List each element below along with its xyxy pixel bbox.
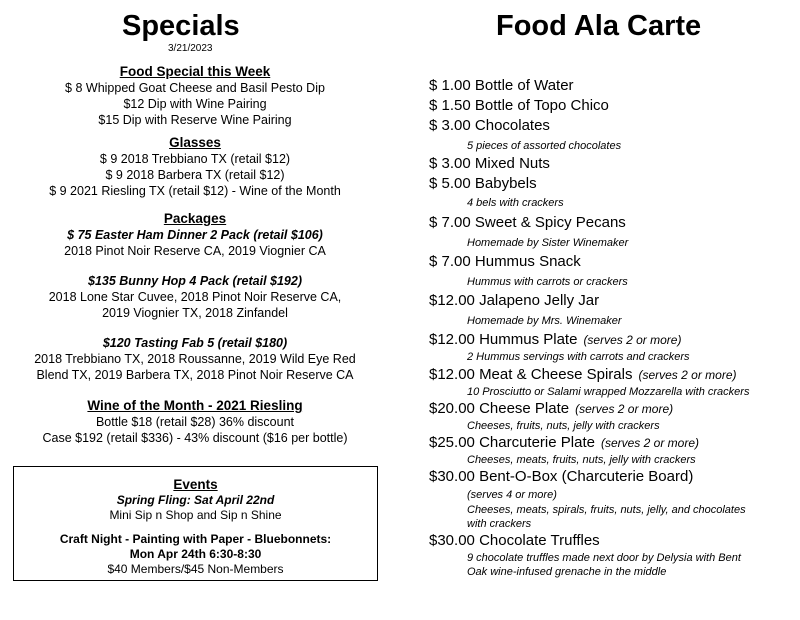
package-line: Blend TX, 2019 Barbera TX, 2018 Pinot Noir Reserve CA [36,368,354,382]
glasses-heading: Glasses [169,135,221,150]
item-note: 10 Prosciutto or Salami wrapped Mozzarella with crackers [467,386,750,398]
item-note: Cheeses, fruits, nuts, jelly with crackers [467,420,660,432]
menu-item [429,214,626,232]
menu-item [429,532,600,550]
item-price: $ 7.00 [429,214,471,231]
event-title: Craft Night - Painting with Paper - Bluebonnets: [59,532,332,546]
item-name: Bottle of Water [474,77,574,94]
package-name: $135 Bunny Hop 4 Pack (retail $192) [88,274,302,288]
menu-item [429,434,699,452]
packages-section [0,210,390,383]
item-note: 9 chocolate truffles made next door by Delysia with Bent [467,552,741,564]
item-name: Meat & Cheese Spirals [479,366,633,383]
menu-item [429,155,550,173]
specials-date: 3/21/2023 [168,43,213,54]
menu-item [429,97,609,115]
item-serves: (serves 2 or more) [583,333,682,347]
item-name: Charcuterie Plate [479,434,595,451]
item-note: (serves 4 or more) [467,489,557,501]
item-name: Mixed Nuts [474,155,550,172]
food-special-section [0,63,390,128]
item-price: $12.00 [429,331,475,348]
event-title: Mon Apr 24th 6:30-8:30 [129,547,262,561]
menu-item [429,175,537,193]
item-note: Homemade by Mrs. Winemaker [467,315,622,327]
menu-item [429,292,599,310]
package-name: $ 75 Easter Ham Dinner 2 Pack (retail $106) [67,228,323,242]
item-name: Chocolate Truffles [479,532,600,549]
package-line: 2018 Lone Star Cuvee, 2018 Pinot Noir Reserve CA, [48,290,342,304]
item-price: $ 1.50 [429,97,471,114]
wine-of-month-section [0,397,390,446]
package-name: $120 Tasting Fab 5 (retail $180) [102,336,288,350]
menu-item [429,77,574,95]
package-line: 2018 Trebbiano TX, 2018 Roussanne, 2019 Wild Eye Red [34,352,356,366]
item-note: 5 pieces of assorted chocolates [467,140,622,152]
events-box [13,466,378,581]
food-special-line: $12 Dip with Wine Pairing [123,97,267,111]
menu-item [429,253,581,271]
menu-item [429,117,550,135]
item-serves: (serves 2 or more) [600,436,699,450]
item-serves: (serves 2 or more) [638,368,737,382]
item-name: Cheese Plate [479,400,570,417]
menu-item [429,366,737,384]
item-price: $12.00 [429,366,475,383]
wine-of-month-heading: Wine of the Month - 2021 Riesling [87,398,303,413]
food-special-heading: Food Special this Week [119,64,271,79]
item-price: $30.00 [429,532,475,549]
item-price: $ 5.00 [429,175,471,192]
item-name: Sweet & Spicy Pecans [474,214,626,231]
item-serves: (serves 2 or more) [575,402,674,416]
item-note: Hummus with carrots or crackers [467,276,628,288]
item-note: Cheeses, meats, spirals, fruits, nuts, jelly, and chocolates [467,504,746,516]
item-note: 2 Hummus servings with carrots and crackers [467,351,690,363]
wine-of-month-line: Bottle $18 (retail $28) 36% discount [95,415,295,429]
event-line: Mini Sip n Shop and Sip n Shine [109,508,282,522]
item-price: $ 3.00 [429,117,471,134]
event-line: $40 Members/$45 Non-Members [107,562,284,576]
item-name: Chocolates [474,117,550,134]
glass-line: $ 9 2018 Barbera TX (retail $12) [105,168,285,182]
menu-item [429,400,673,418]
item-price: $ 3.00 [429,155,471,172]
item-name: Jalapeno Jelly Jar [479,292,600,309]
item-price: $20.00 [429,400,475,417]
glass-line: $ 9 2021 Riesling TX (retail $12) - Wine of the Month [49,184,341,198]
item-note: Cheeses, meats, fruits, nuts, jelly with crackers [467,454,696,466]
package-line: 2018 Pinot Noir Reserve CA, 2019 Viognier CA [64,244,326,258]
food-special-line: $ 8 Whipped Goat Cheese and Basil Pesto Dip [65,81,325,95]
item-price: $30.00 [429,468,475,485]
event-title: Spring Fling: Sat April 22nd [116,493,275,507]
item-price: $12.00 [429,292,475,309]
item-name: Hummus Snack [474,253,581,270]
item-price: $ 1.00 [429,77,471,94]
events-heading: Events [173,477,218,492]
packages-heading: Packages [163,211,227,226]
ala-carte-title: Food Ala Carte [496,10,702,42]
item-note: Oak wine-infused grenache in the middle [467,566,667,578]
food-special-line: $15 Dip with Reserve Wine Pairing [98,113,292,127]
item-note: Homemade by Sister Winemaker [467,237,629,249]
item-name: Bottle of Topo Chico [474,97,609,114]
item-note: with crackers [467,518,532,530]
item-price: $ 7.00 [429,253,471,270]
item-note: 4 bels with crackers [467,197,564,209]
item-name: Bent-O-Box (Charcuterie Board) [479,468,694,485]
glasses-section [0,134,390,199]
wine-of-month-line: Case $192 (retail $336) - 43% discount ($16 per bottle) [42,431,348,445]
item-name: Babybels [474,175,537,192]
glass-line: $ 9 2018 Trebbiano TX (retail $12) [99,152,291,166]
package-line: 2019 Viognier TX, 2018 Zinfandel [102,306,288,320]
specials-title: Specials [122,10,240,42]
item-price: $25.00 [429,434,475,451]
menu-item [429,331,681,349]
item-name: Hummus Plate [479,331,578,348]
menu-item [429,468,693,486]
